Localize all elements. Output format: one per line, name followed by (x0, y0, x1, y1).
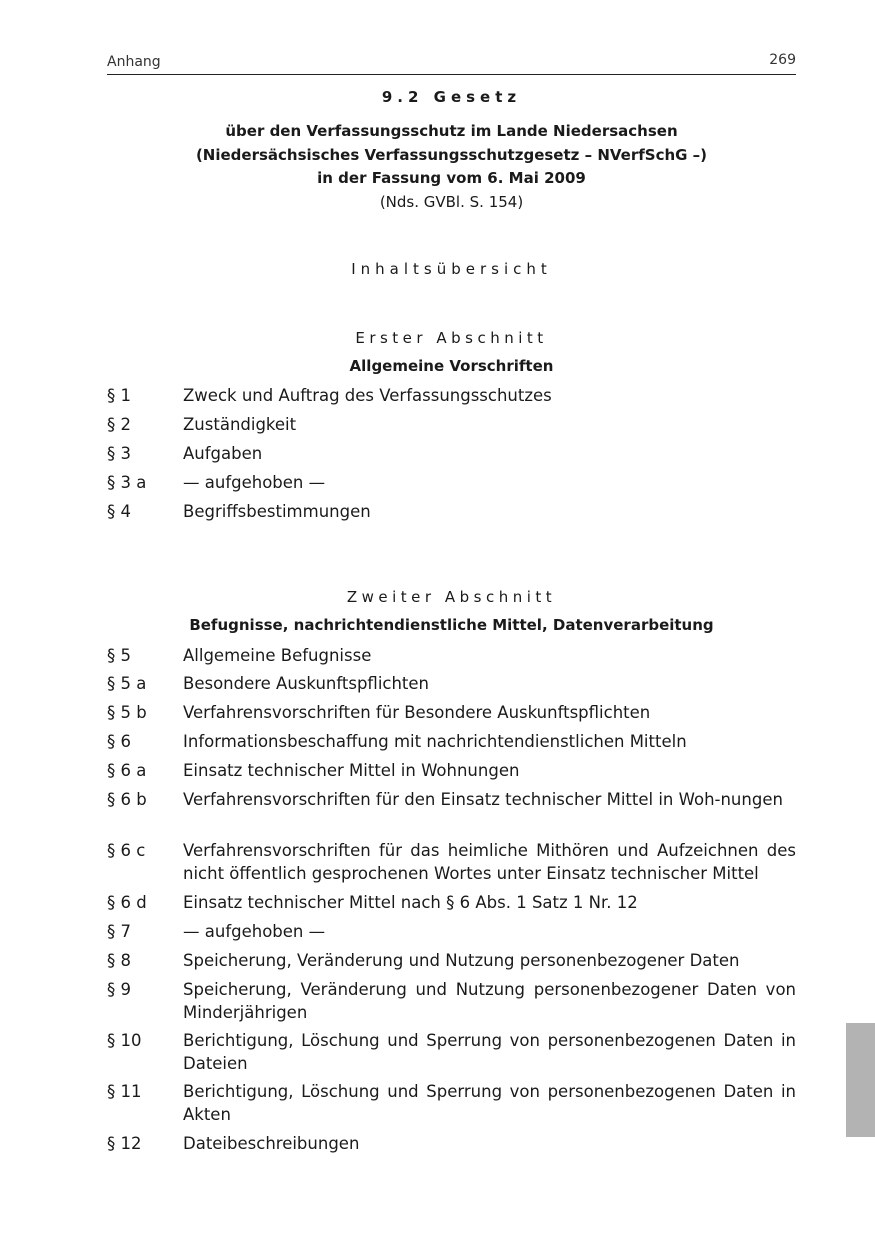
paragraph-title: Zuständigkeit (183, 415, 297, 434)
paragraph-number: § 10 (107, 1031, 142, 1050)
paragraph-title: Berichtigung, Löschung und Sperrung von personenbezogenen Daten in Akten (183, 1082, 796, 1124)
paragraph-number: § 4 (107, 502, 131, 521)
paragraph-title: Aufgaben (183, 444, 263, 463)
paragraph-number: § 6 (107, 732, 131, 751)
paragraph-number: § 6 a (107, 761, 147, 780)
law-title-block (107, 120, 796, 214)
paragraph-title: Dateibeschreibungen (183, 1134, 360, 1153)
paragraph-number: § 8 (107, 951, 131, 970)
page-number: 269 (769, 52, 796, 68)
law-heading: 9.2 Gesetz (381, 88, 522, 106)
paragraph-number: § 6 c (107, 841, 146, 860)
paragraph-title: Besondere Auskunftspflichten (183, 674, 430, 693)
paragraph-number: § 5 a (107, 674, 147, 693)
paragraph-title: Berichtigung, Löschung und Sperrung von personenbezogenen Daten in Dateien (183, 1031, 796, 1073)
paragraph-title: Informationsbeschaffung mit nachrichtendienstlichen Mitteln (183, 732, 687, 751)
paragraph-title: Zweck und Auftrag des Verfassungsschutzes (183, 386, 552, 405)
thumb-index-tab (846, 1023, 875, 1137)
paragraph-number: § 6 d (107, 893, 147, 912)
paragraph-number: § 9 (107, 980, 131, 999)
law-title-line3: in der Fassung vom 6. Mai 2009 (317, 169, 586, 187)
paragraph-title: Verfahrensvorschriften für den Einsatz technischer Mittel in Woh-nungen (183, 790, 783, 809)
paragraph-number: § 2 (107, 415, 131, 434)
header-section-label: Anhang (107, 54, 161, 70)
paragraph-title: Verfahrensvorschriften für das heimliche Mithören und Aufzeichnen des nicht öffentlich gesprochenen Wortes unter Einsatz technischer Mittel (183, 841, 796, 883)
paragraph-number: § 5 b (107, 703, 147, 722)
paragraph-number: § 1 (107, 386, 131, 405)
paragraph-title: — aufgehoben — (183, 473, 326, 492)
paragraph-number: § 3 (107, 444, 131, 463)
law-citation: (Nds. GVBl. S. 154) (379, 192, 524, 211)
paragraph-title: — aufgehoben — (183, 922, 326, 941)
paragraph-title: Speicherung, Veränderung und Nutzung personenbezogener Daten von Minderjährigen (183, 980, 796, 1022)
running-header (107, 52, 796, 75)
section-1-title: Allgemeine Vorschriften (349, 357, 554, 375)
paragraph-title: Einsatz technischer Mittel nach § 6 Abs. 1 Satz 1 Nr. 12 (183, 893, 638, 912)
section-1-heading: Erster Abschnitt (355, 329, 548, 347)
paragraph-title: Begriffsbestimmungen (183, 502, 371, 521)
paragraph-title: Verfahrensvorschriften für Besondere Auskunftspflichten (183, 703, 651, 722)
paragraph-number: § 6 b (107, 790, 147, 809)
paragraph-title: Allgemeine Befugnisse (183, 646, 372, 665)
toc-heading: Inhaltsübersicht (351, 260, 552, 278)
paragraph-title: Speicherung, Veränderung und Nutzung personenbezogener Daten (183, 951, 740, 970)
law-title-line1: über den Verfassungsschutz im Lande Niedersachsen (225, 122, 678, 140)
paragraph-number: § 5 (107, 646, 131, 665)
paragraph-number: § 3 a (107, 473, 147, 492)
section-2-title: Befugnisse, nachrichtendienstliche Mittel, Datenverarbeitung (189, 616, 714, 634)
law-title-line2: (Niedersächsisches Verfassungsschutzgesetz – NVerfSchG –) (195, 145, 708, 164)
paragraph-number: § 11 (107, 1082, 142, 1101)
section-2-heading: Zweiter Abschnitt (346, 588, 557, 606)
paragraph-number: § 12 (107, 1134, 142, 1153)
paragraph-title: Einsatz technischer Mittel in Wohnungen (183, 761, 520, 780)
paragraph-number: § 7 (107, 922, 131, 941)
